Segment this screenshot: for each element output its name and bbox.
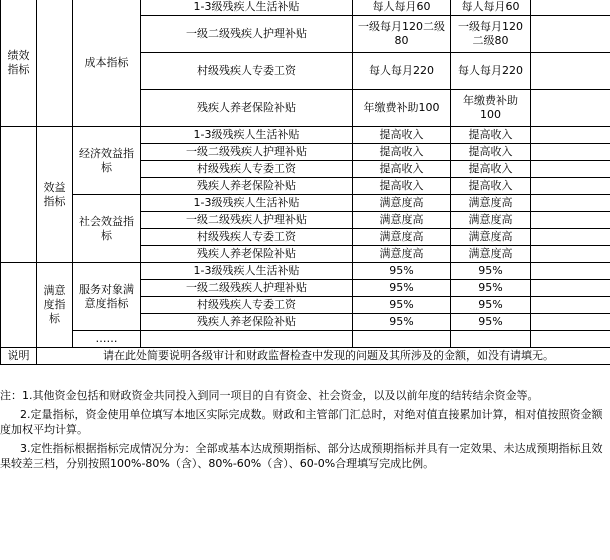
economic-row-4-name: 残疾人养老保险补贴 xyxy=(141,178,353,195)
ellipsis-actual-blank xyxy=(451,331,531,348)
social-row-1-target: 满意度高 xyxy=(353,195,451,212)
satisfaction-row-3-extra xyxy=(531,297,610,314)
economic-row-1-target: 提高收入 xyxy=(353,127,451,144)
satisfaction-row-1-actual: 95% xyxy=(451,263,531,280)
satisfaction-outer-blank xyxy=(1,263,37,348)
satisfaction-row-3-name: 村级残疾人专委工资 xyxy=(141,297,353,314)
satisfaction-row-4-actual: 95% xyxy=(451,314,531,331)
economic-row-3-extra xyxy=(531,161,610,178)
ellipsis-extra-blank xyxy=(531,331,610,348)
satisfaction-row-3-actual: 95% xyxy=(451,297,531,314)
social-row-3-actual: 满意度高 xyxy=(451,229,531,246)
ellipsis-name-blank xyxy=(141,331,353,348)
satisfaction-row-4-name: 残疾人养老保险补贴 xyxy=(141,314,353,331)
satisfaction-row-4-extra xyxy=(531,314,610,331)
social-row-4-extra xyxy=(531,246,610,263)
economic-row-1-actual: 提高收入 xyxy=(451,127,531,144)
social-row-2-actual: 满意度高 xyxy=(451,212,531,229)
cost-row-1-extra xyxy=(531,0,610,16)
service-satisfaction-label: 服务对象满意度指标 xyxy=(79,282,134,310)
satisfaction-row-1-extra xyxy=(531,263,610,280)
note-2: 2.定量指标，资金使用单位填写本地区实际完成数。财政和主管部门汇总时，对绝对值直接累加计算，相对值按照资金额度加权平均计算。 xyxy=(0,408,603,436)
satisfaction-label: 满意度指标 xyxy=(43,284,66,325)
satisfaction-row-4-target: 95% xyxy=(353,314,451,331)
economic-row-4-target: 提高收入 xyxy=(353,178,451,195)
social-row-2-target: 满意度高 xyxy=(353,212,451,229)
note-3: 3.定性指标根据指标完成情况分为：全部或基本达成预期指标、部分达成预期指标并具有一定效果、未达成预期指标且效果较差三档，分别按照100%-80%（含）、80%-60%（含）、60-0%合理填写完成比例。 xyxy=(0,442,603,470)
cost-row-4-actual: 年缴费补助100 xyxy=(451,90,531,127)
economic-row-2-target: 提高收入 xyxy=(353,144,451,161)
economic-row-3-target: 提高收入 xyxy=(353,161,451,178)
cost-row-2-name: 一级二级残疾人护理补贴 xyxy=(141,16,353,53)
social-row-4-target: 满意度高 xyxy=(353,246,451,263)
cost-row-1-target: 每人每月60 xyxy=(353,0,451,16)
explain-text[interactable]: 请在此处简要说明各级审计和财政监督检查中发现的问题及其所涉及的金额，如没有请填无。 xyxy=(37,348,610,365)
category-main-cell xyxy=(1,0,37,127)
social-row-1-extra xyxy=(531,195,610,212)
economic-row-4-extra xyxy=(531,178,610,195)
cost-label: 成本指标 xyxy=(84,55,129,69)
cost-row-4-extra xyxy=(531,90,610,127)
social-row-3-name: 村级残疾人专委工资 xyxy=(141,229,353,246)
satisfaction-row-3-target: 95% xyxy=(353,297,451,314)
social-label: 社会效益指标 xyxy=(79,214,134,242)
social-row-4-name: 残疾人养老保险补贴 xyxy=(141,246,353,263)
ellipsis-target-blank xyxy=(353,331,451,348)
social-row-1-name: 1-3级残疾人生活补贴 xyxy=(141,195,353,212)
social-row-3-extra xyxy=(531,229,610,246)
notes-section xyxy=(0,388,610,475)
cost-row-4-name: 残疾人养老保险补贴 xyxy=(141,90,353,127)
benefit-label: 效益指标 xyxy=(43,180,66,208)
satisfaction-row-2-extra xyxy=(531,280,610,297)
economic-label-cell xyxy=(73,127,141,195)
social-row-4-actual: 满意度高 xyxy=(451,246,531,263)
satisfaction-row-1-target: 95% xyxy=(353,263,451,280)
cost-blank-cell xyxy=(37,0,73,127)
social-label-cell xyxy=(73,195,141,263)
ellipsis-cell: …… xyxy=(73,331,141,348)
cost-row-3-target: 每人每月220 xyxy=(353,53,451,90)
social-row-2-name: 一级二级残疾人护理补贴 xyxy=(141,212,353,229)
economic-row-1-extra xyxy=(531,127,610,144)
cost-row-4-target: 年缴费补助100 xyxy=(353,90,451,127)
cost-row-3-name: 村级残疾人专委工资 xyxy=(141,53,353,90)
economic-row-3-name: 村级残疾人专委工资 xyxy=(141,161,353,178)
category-main-label: 绩效指标 xyxy=(7,48,30,76)
cost-row-2-target: 一级每月120二级80 xyxy=(353,16,451,53)
cost-row-1-actual: 每人每月60 xyxy=(451,0,531,16)
service-label-cell xyxy=(73,263,141,331)
economic-row-3-actual: 提高收入 xyxy=(451,161,531,178)
satisfaction-row-2-target: 95% xyxy=(353,280,451,297)
cost-label-cell xyxy=(73,0,141,127)
economic-row-1-name: 1-3级残疾人生活补贴 xyxy=(141,127,353,144)
satisfaction-row-1-name: 1-3级残疾人生活补贴 xyxy=(141,263,353,280)
cost-row-2-extra xyxy=(531,16,610,53)
satisfaction-row-2-actual: 95% xyxy=(451,280,531,297)
cost-row-3-extra xyxy=(531,53,610,90)
economic-row-2-extra xyxy=(531,144,610,161)
social-row-1-actual: 满意度高 xyxy=(451,195,531,212)
note-1: 注：1.其他资金包括和财政资金共同投入到同一项目的自有资金、社会资金，以及以前年度的结转结余资金等。 xyxy=(0,389,539,402)
economic-row-4-actual: 提高收入 xyxy=(451,178,531,195)
cost-row-3-actual: 每人每月220 xyxy=(451,53,531,90)
social-row-3-target: 满意度高 xyxy=(353,229,451,246)
benefit-label-cell xyxy=(37,127,73,263)
explain-label: 说明 xyxy=(1,348,37,365)
satisfaction-row-2-name: 一级二级残疾人护理补贴 xyxy=(141,280,353,297)
cost-row-1-name: 1-3级残疾人生活补贴 xyxy=(141,0,353,16)
economic-row-2-actual: 提高收入 xyxy=(451,144,531,161)
benefit-outer-blank xyxy=(1,127,37,263)
satisfaction-label-cell xyxy=(37,263,73,348)
economic-row-2-name: 一级二级残疾人护理补贴 xyxy=(141,144,353,161)
economic-label: 经济效益指标 xyxy=(79,146,134,174)
social-row-2-extra xyxy=(531,212,610,229)
cost-row-2-actual: 一级每月120二级80 xyxy=(451,16,531,53)
